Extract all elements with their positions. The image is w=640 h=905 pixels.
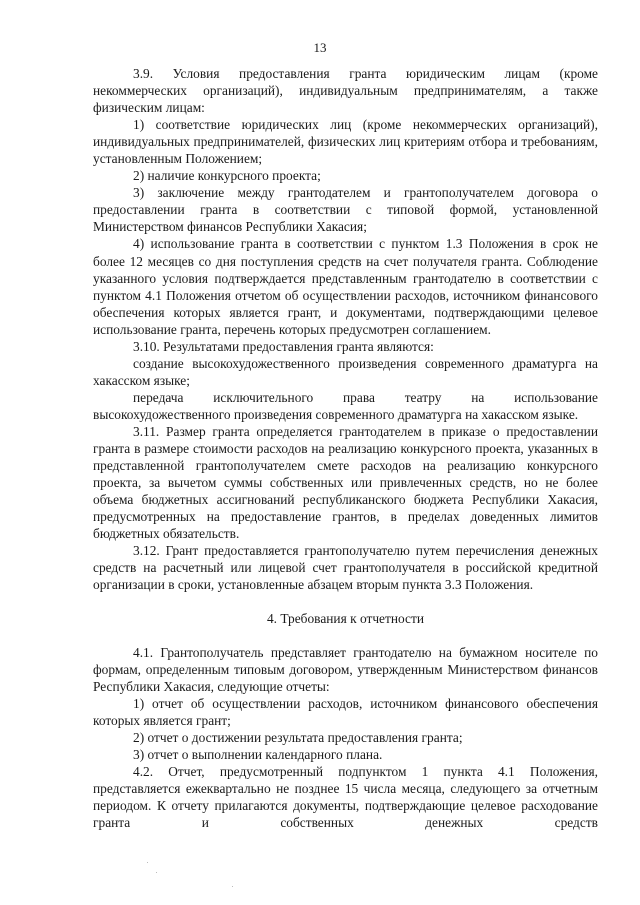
paragraph-4-1: 4.1. Грантополучатель представляет грантодателю на бумажном носителе по формам, определенным типовым договором, утвержденным Министерством финансов Республики Хакасия, следующие отчеты: bbox=[93, 644, 598, 694]
paragraph-3-9-item-1: 1) соответствие юридических лиц (кроме некоммерческих организаций), индивидуальных предпринимателей, физических лиц критериям отбора и требованиям, установленным Положением; bbox=[93, 117, 598, 167]
paragraph-3-10-result-a: создание высокохудожественного произведения современного драматурга на хакасском языке; bbox=[93, 355, 598, 388]
paragraph-3-9-item-4: 4) использование гранта в соответствии с пунктом 1.3 Положения в срок не более 12 месяцев со дня поступления средств на счет получателя гранта. Соблюдение указанного условия подтверждается представленным грантодателю в соответствии с пунктом 4.1 Положения отчетом об осуществлении расходов, источником финансового обеспечения которых является грант, и документами, подтверждающими целевое использование гранта, перечень которых предусмотрен соглашением. bbox=[93, 236, 598, 337]
paragraph-3-10: 3.10. Результатами предоставления гранта являются: bbox=[133, 338, 434, 354]
scan-artifact bbox=[232, 886, 233, 887]
document-body bbox=[93, 65, 598, 831]
paragraph-4-1-item-3: 3) отчет о выполнении календарного плана. bbox=[133, 746, 383, 762]
scan-artifact bbox=[147, 862, 148, 863]
paragraph-3-9: 3.9. Условия предоставления гранта юридическим лицам (кроме некоммерческих организаций), индивидуальным предпринимателям, а также физическим лицам: bbox=[93, 66, 598, 116]
paragraph-4-1-item-1: 1) отчет об осуществлении расходов, источником финансового обеспечения которых является грант; bbox=[93, 695, 598, 728]
paragraph-3-12: 3.12. Грант предоставляется грантополучателю путем перечисления денежных средств на расчетный или лицевой счет грантополучателя в российской кредитной организации в сроки, установленные абзацем вторым пункта 3.3 Положения. bbox=[93, 543, 598, 593]
paragraph-4-2: 4.2. Отчет, предусмотренный подпунктом 1 пункта 4.1 Положения, представляется ежеквартально не позднее 15 числа месяца, следующего за отчетным периодом. К отчету прилагаются документы, подтверждающие целевое расходование гранта и собственных денежных средств bbox=[93, 763, 598, 830]
paragraph-3-10-result-b: передача исключительного права театру на использование высокохудожественного произведения современного драматурга на хакасском языке. bbox=[93, 389, 598, 422]
scan-artifact bbox=[156, 872, 157, 873]
section-4-heading: 4. Требования к отчетности bbox=[266, 611, 425, 627]
paragraph-4-1-item-2: 2) отчет о достижении результата предоставления гранта; bbox=[133, 729, 463, 745]
paragraph-3-9-item-3: 3) заключение между грантодателем и грантополучателем договора о предоставлении гранта в соответствии с типовой формой, установленной Министерством финансов Республики Хакасия; bbox=[93, 185, 598, 235]
paragraph-3-11: 3.11. Размер гранта определяется грантодателем в приказе о предоставлении гранта в размере стоимости расходов на реализацию конкурсного проекта, указанных в представленной грантополучателем смете расходов на реализацию конкурсного проекта, за вычетом суммы собственных или привлеченных средств, но не более объема бюджетных ассигнований республиканского бюджета Республики Хакасия, предусмотренных на предоставление грантов, в пределах доведенных лимитов бюджетных обязательств. bbox=[93, 423, 598, 542]
page-number: 13 bbox=[313, 40, 327, 55]
paragraph-3-9-item-2: 2) наличие конкурсного проекта; bbox=[133, 168, 321, 184]
